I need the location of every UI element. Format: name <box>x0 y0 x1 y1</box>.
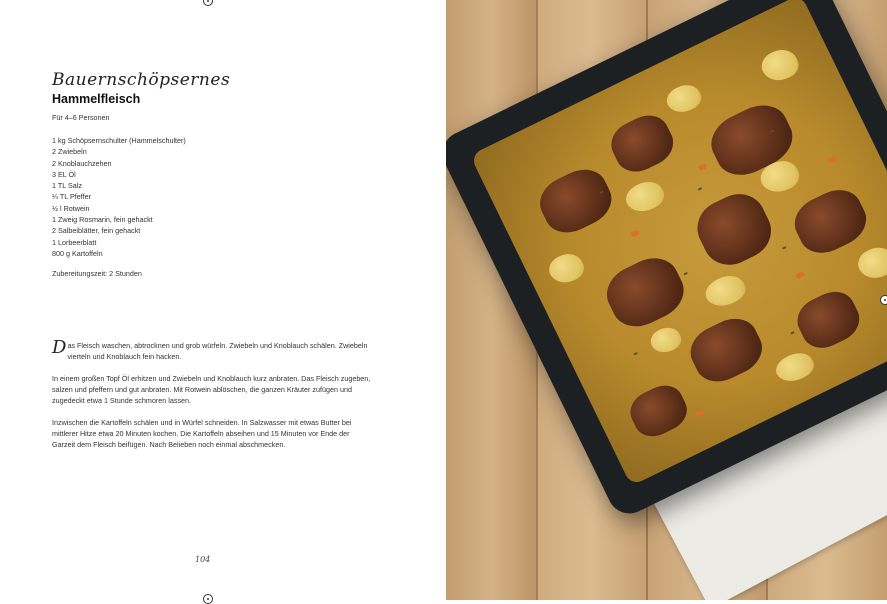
prep-time-text: Zubereitungszeit: 2 Stunden <box>52 269 142 278</box>
ingredient-item: 2 Knoblauchzehen <box>52 158 112 168</box>
potato-piece <box>701 270 749 313</box>
drop-cap: D <box>52 337 67 358</box>
meat-chunk <box>604 108 680 179</box>
meat-chunk <box>787 181 874 261</box>
instructions <box>52 337 372 461</box>
ingredient-item: 2 Salbeiblätter, fein gehackt <box>52 226 141 236</box>
registration-mark-icon <box>203 0 213 6</box>
ingredient-item: ¼ TL Pfeffer <box>52 192 92 202</box>
ingredient-item: 2 Zwiebeln <box>52 147 87 157</box>
meat-chunk <box>624 379 693 444</box>
meat-chunk <box>790 284 866 355</box>
ingredient-item: 1 Zweig Rosmarin, fein gehackt <box>52 215 153 225</box>
carrot-piece <box>828 155 837 163</box>
ingredient-item: 1 TL Salz <box>52 181 82 191</box>
food-photo <box>446 0 887 600</box>
page-number: 104 <box>195 555 211 564</box>
ingredient-item: 1 kg Schöpsernschulter (Hammelschulter) <box>52 136 186 145</box>
potato-piece <box>772 347 818 387</box>
herb-fleck <box>683 272 687 276</box>
herb-fleck <box>782 246 786 250</box>
potato-piece <box>647 323 684 358</box>
carrot-piece <box>795 271 804 279</box>
recipe-title-script: Bauernschöpsernes <box>52 70 231 90</box>
potato-piece <box>757 44 803 87</box>
potato-piece <box>663 80 705 118</box>
left-page <box>0 0 446 600</box>
carrot-piece <box>698 163 707 171</box>
ingredient-item: 1 Lorbeerblatt <box>52 237 97 247</box>
instruction-paragraph: In einem großen Topf Öl erhitzen und Zwiebeln und Knoblauch kurz anbraten. Das Fleisch zugeben, salzen und pfeffern und gut anbraten. Mit Rotwein ablöschen, die ganzen Kräuter zufügen und zugedeckt etwa 1 Stunde schmoren lassen. <box>52 374 371 405</box>
potato-piece <box>545 248 588 288</box>
meat-chunk <box>532 161 619 241</box>
carrot-piece <box>696 409 705 417</box>
carrot-piece <box>630 229 639 237</box>
ingredient-list <box>52 135 186 259</box>
potato-piece <box>622 176 668 218</box>
instruction-paragraph: Inzwischen die Kartoffeln schälen und in Würfel schneiden. In Salzwasser mit etwas Butter bei mittlerer Hitze etwa 20 Minuten kochen. Die Kartoffeln abseihen und 15 Minuten vor Ende der Garzeit dem Fleisch beifügen. Nach Belieben noch einmal abschmecken. <box>52 418 352 449</box>
ingredient-item: 800 g Kartoffeln <box>52 248 103 258</box>
herb-fleck <box>633 352 637 356</box>
recipe-title: Hammelfleisch <box>52 92 141 106</box>
ingredient-item: 3 EL Öl <box>52 169 76 179</box>
instruction-text: as Fleisch waschen, abtrocknen und grob würfeln. Zwiebeln und Knoblauch schälen. Zwiebeln vierteln und Knoblauch fein hacken. <box>67 341 368 361</box>
meat-chunk <box>689 185 780 274</box>
ingredient-item: ½ l Rotwein <box>52 203 90 213</box>
instruction-paragraph <box>52 337 372 362</box>
herb-fleck <box>698 187 702 191</box>
servings-text: Für 4–6 Personen <box>52 113 110 122</box>
meat-chunk <box>598 249 692 336</box>
registration-mark-icon <box>203 594 213 604</box>
registration-mark-icon <box>880 295 887 305</box>
meat-chunk <box>683 310 770 390</box>
potato-piece <box>854 242 887 285</box>
herb-fleck <box>790 331 794 335</box>
